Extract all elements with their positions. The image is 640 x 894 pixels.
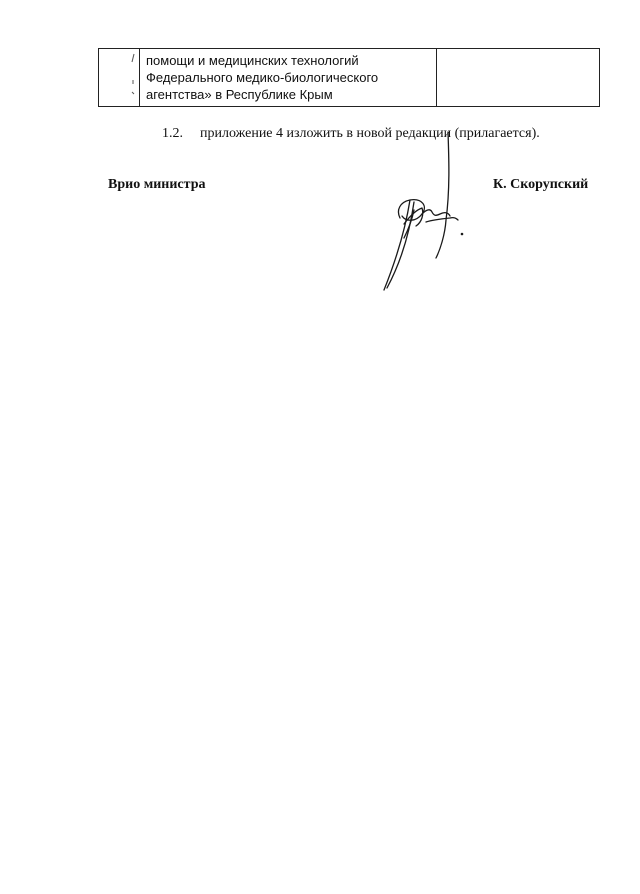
handwritten-signature-icon [370,130,480,300]
table-fragment [98,48,600,107]
clause-text: приложение 4 изложить в новой редакции (прилагается). [200,126,540,141]
table-row [99,49,600,107]
signer-title: Врио министра [108,177,206,192]
clause-1-2 [162,126,540,142]
signer-name: К. Скорупский [493,177,589,192]
cell-text-line-1: помощи и медицинских технологий [146,53,359,68]
clause-number: 1.2. [162,126,183,141]
table-cell-empty [437,49,600,107]
cell-text-line-3: агентства» в Республике Крым [146,87,333,102]
cell-text-line-2: Федерального медико-биологического [146,70,379,85]
table-cell-organization [140,49,437,107]
scan-artifact [128,52,138,104]
